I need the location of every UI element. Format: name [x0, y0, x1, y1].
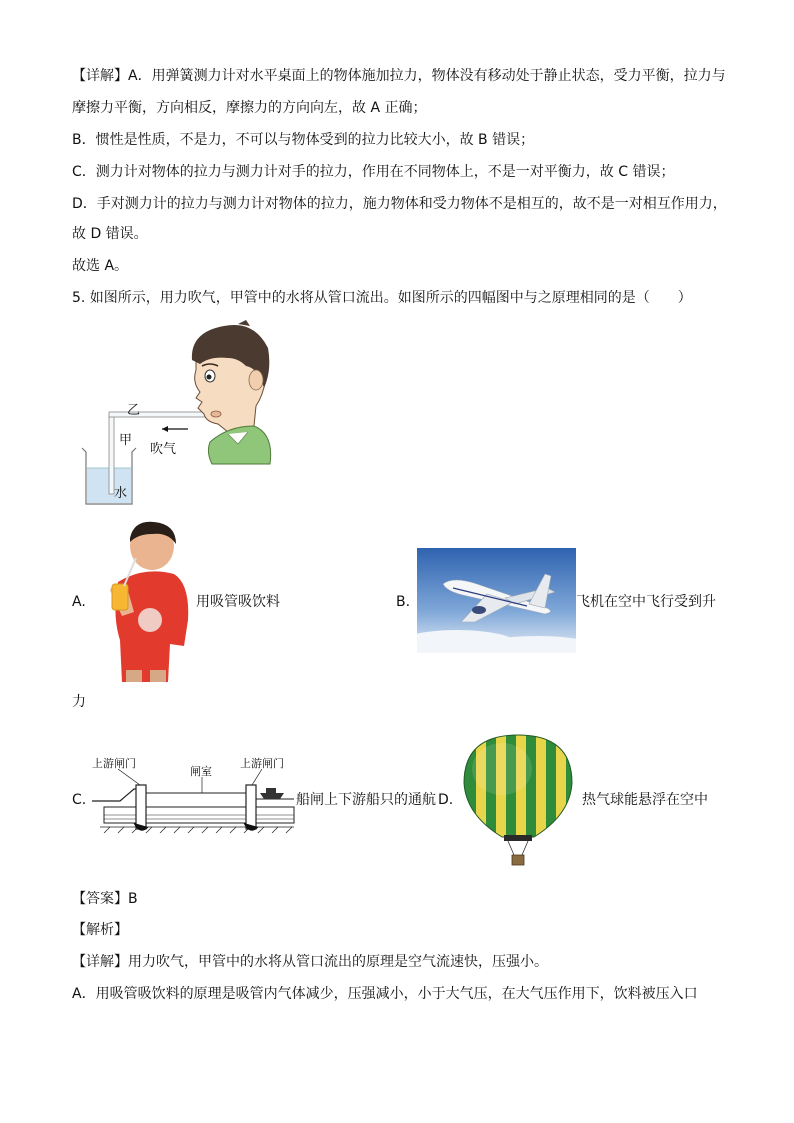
child-drinking-illustration — [104, 520, 192, 682]
label-chamber: 闸室 — [190, 765, 212, 778]
label-gate-right: 上游闸门 — [240, 757, 284, 770]
option-d-letter: D. — [438, 792, 454, 808]
label-yi: 乙 — [127, 403, 141, 418]
hot-air-balloon-illustration — [462, 733, 574, 871]
option-a-letter: A. — [72, 594, 86, 610]
option-b-text: 飞机在空中飞行受到升 — [576, 594, 716, 610]
detail-line-7: 故选 A。 — [72, 258, 129, 274]
analysis-line-2: A．用吸管吸饮料的原理是吸管内气体减少，压强减小，小于大气压，在大气压作用下，饮料被压入口 — [72, 986, 698, 1002]
answer-line: 【答案】B — [72, 891, 138, 907]
detail-line-3: B．惯性是性质，不是力，不可以与物体受到的拉力比较大小，故 B 错误； — [72, 132, 535, 148]
detail-line-2: 摩擦力平衡，方向相反，摩擦力的方向向左，故 A 正确； — [72, 100, 427, 116]
label-gate-left: 上游闸门 — [92, 757, 136, 770]
option-b-image — [417, 548, 576, 653]
blowing-figure — [78, 318, 278, 510]
option-d-image — [462, 733, 574, 871]
option-a-image — [104, 520, 192, 682]
option-b-letter: B. — [396, 594, 411, 610]
question-stem: 5. 如图所示，用力吹气，甲管中的水将从管口流出。如图所示的四幅图中与之原理相同的是（ ） — [72, 290, 692, 306]
option-a-text: 用吸管吸饮料 — [196, 594, 280, 610]
blowing-illustration — [78, 318, 278, 510]
detail-line-1: 【详解】A．用弹簧测力计对水平桌面上的物体施加拉力，物体没有移动处于静止状态，受力平衡，拉力与 — [72, 68, 726, 84]
analysis-line-1: 【详解】用力吹气，甲管中的水将从管口流出的原理是空气流速快，压强小。 — [72, 954, 548, 970]
label-water: 水 — [114, 486, 128, 501]
option-d-text: 热气球能悬浮在空中 — [582, 792, 708, 808]
airplane-photo — [417, 548, 576, 653]
label-jia: 甲 — [119, 433, 133, 448]
detail-line-4: C．测力计对物体的拉力与测力计对手的拉力，作用在不同物体上，不是一对平衡力，故 C 错误； — [72, 164, 675, 180]
option-c-image — [90, 755, 296, 837]
label-blow: 吹气 — [150, 442, 177, 457]
detail-line-5: D．手对测力计的拉力与测力计对物体的拉力，施力物体和受力物体不是相互的，故不是一对相互作用力， — [72, 196, 727, 212]
option-c-letter: C. — [72, 792, 87, 808]
ship-lock-diagram — [90, 755, 296, 837]
detail-line-6: 故 D 错误。 — [72, 226, 148, 242]
analysis-title: 【解析】 — [72, 922, 128, 938]
option-c-text: 船闸上下游船只的通航 — [296, 792, 436, 808]
option-b-text-cont: 力 — [72, 694, 86, 710]
